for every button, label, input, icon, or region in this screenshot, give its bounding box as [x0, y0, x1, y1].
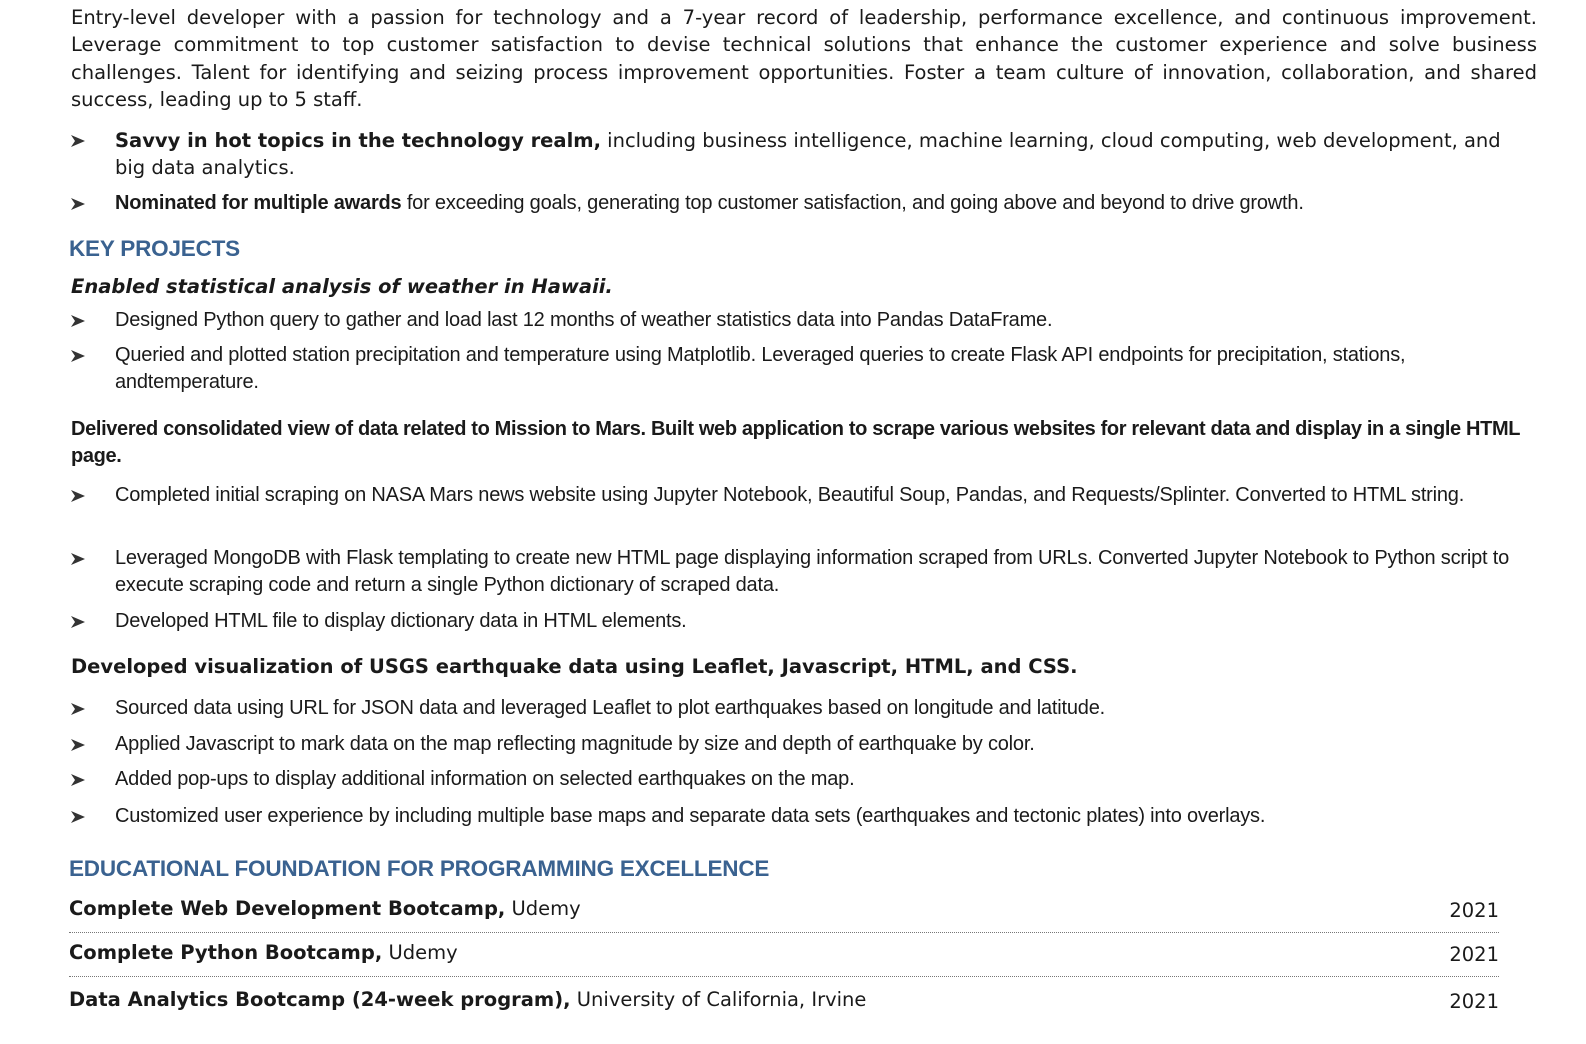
education-item: [69, 940, 1499, 977]
highlight-item: [71, 190, 1537, 217]
course-year: 2021: [1449, 943, 1499, 966]
project-title: Enabled statistical analysis of weather in Hawaii.: [71, 275, 613, 298]
arrowhead-bullet-icon: [71, 608, 91, 635]
highlight-text: including business intelligence, machine learning, cloud computing, web development, and big data analytics.: [115, 129, 1501, 180]
arrowhead-bullet-icon: [71, 731, 91, 758]
project-title: Delivered consolidated view of data related to Mission to Mars. Built web application to scrape various websites for relevant data and display in a single HTML page.: [71, 418, 1520, 468]
school-name: University of California, Irvine: [570, 988, 867, 1011]
section-heading-education: EDUCATIONAL FOUNDATION FOR PROGRAMMING EXCELLENCE: [69, 856, 770, 881]
school-name: Udemy: [505, 897, 581, 920]
course-year: 2021: [1449, 990, 1499, 1013]
course-name: Complete Web Development Bootcamp,: [69, 897, 506, 920]
professional-summary: Entry-level developer with a passion for technology and a 7-year record of leadership, performance excellence, and continuous improvement. Leverage commitment to top customer satisfaction to devise technical solutions that enhance the customer experience and solve business challenges. Talent for identifying and seizing process improvement opportunities. Foster a team culture of innovation, collaboration, and shared success, leading up to 5 staff.: [71, 6, 1537, 111]
course-year: 2021: [1449, 899, 1499, 922]
course-name: Data Analytics Bootcamp (24-week program),: [69, 988, 571, 1011]
arrowhead-bullet-icon: [71, 307, 91, 334]
arrowhead-bullet-icon: [71, 342, 91, 369]
project-bullet: Queried and plotted station precipitation and temperature using Matplotlib. Leveraged queries to create Flask API endpoints for precipitation, stations, andtemperature.: [71, 342, 1537, 397]
highlight-lead: Savvy in hot topics in the technology realm,: [115, 129, 601, 152]
project-bullet: Designed Python query to gather and load last 12 months of weather statistics data into Pandas DataFrame.: [71, 307, 1537, 334]
education-item: [69, 987, 1499, 1023]
project-title: Developed visualization of USGS earthquake data using Leaflet, Javascript, HTML, and CSS.: [71, 655, 1078, 678]
arrowhead-bullet-icon: [71, 766, 91, 793]
project-bullet: Added pop-ups to display additional information on selected earthquakes on the map.: [71, 766, 1537, 793]
arrowhead-bullet-icon: [71, 803, 91, 830]
arrowhead-bullet-icon: [71, 127, 91, 154]
project-bullet: Completed initial scraping on NASA Mars news website using Jupyter Notebook, Beautiful Soup, Pandas, and Requests/Splinter. Converted to HTML string.: [71, 482, 1537, 509]
section-heading-key-projects: KEY PROJECTS: [69, 236, 240, 261]
project-bullet: Leveraged MongoDB with Flask templating to create new HTML page displaying information scraped from URLs. Converted Jupyter Notebook to Python script to execute scraping code and return a single Python dictionary of scraped data.: [71, 545, 1537, 600]
education-item: [69, 896, 1499, 933]
arrowhead-bullet-icon: [71, 695, 91, 722]
arrowhead-bullet-icon: [71, 482, 91, 509]
highlight-lead: Nominated for multiple awards: [115, 192, 402, 214]
project-bullet: Applied Javascript to mark data on the map reflecting magnitude by size and depth of earthquake by color.: [71, 731, 1537, 758]
highlight-item: [71, 127, 1537, 182]
highlight-text: for exceeding goals, generating top customer satisfaction, and going above and beyond to drive growth.: [401, 192, 1304, 214]
project-bullet: Sourced data using URL for JSON data and leveraged Leaflet to plot earthquakes based on longitude and latitude.: [71, 695, 1537, 722]
project-bullet: Developed HTML file to display dictionary data in HTML elements.: [71, 608, 1537, 635]
arrowhead-bullet-icon: [71, 190, 91, 217]
project-bullet: Customized user experience by including multiple base maps and separate data sets (earthquakes and tectonic plates) into overlays.: [71, 803, 1537, 830]
arrowhead-bullet-icon: [71, 545, 91, 572]
school-name: Udemy: [382, 941, 458, 964]
course-name: Complete Python Bootcamp,: [69, 941, 383, 964]
